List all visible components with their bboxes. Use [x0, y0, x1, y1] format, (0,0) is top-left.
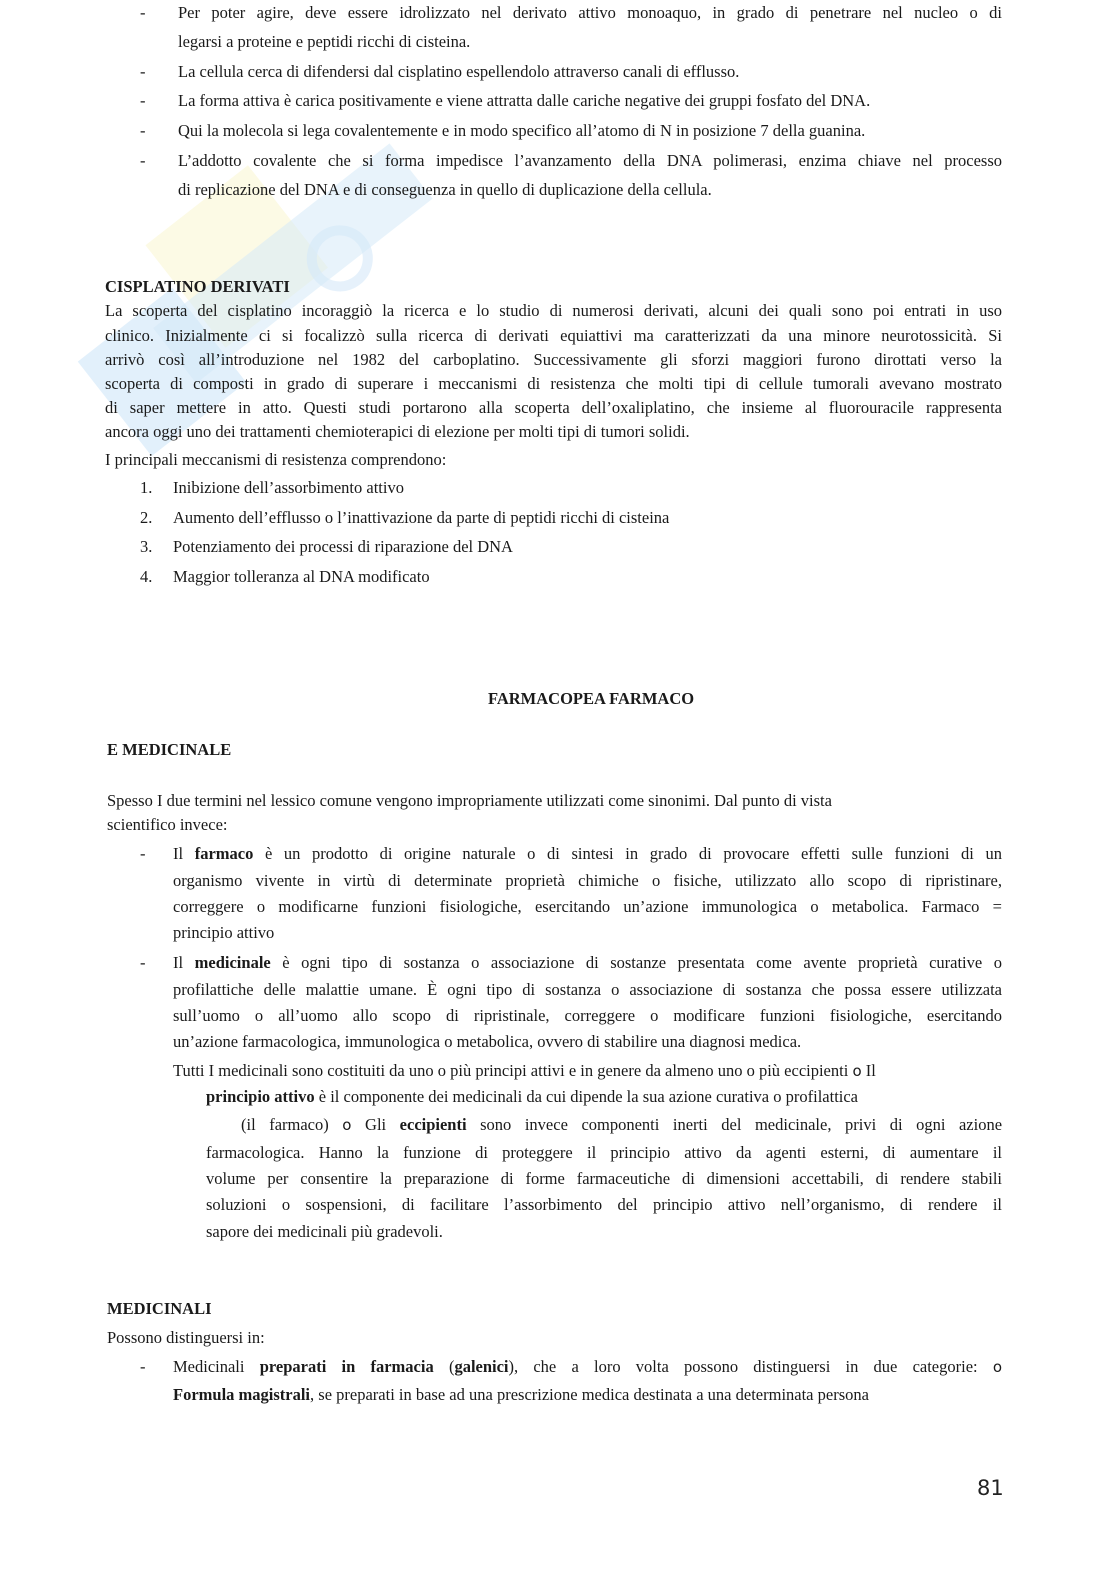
- farmaco-definition-line-1: [173, 844, 1002, 864]
- medicinali-line-2-rest: , se preparati in base ad una prescrizione medica destinata a una determinata persona: [310, 1385, 869, 1404]
- list-item: Aumento dell’efflusso o l’inattivazione da parte di peptidi ricchi di cisteina: [173, 508, 670, 527]
- intro-bullet-5-line-2: di replicazione del DNA e di conseguenza in quello di duplicazione della cellula.: [178, 180, 712, 199]
- list-number: 2.: [140, 508, 153, 527]
- intro-bullet-1-line-1: Per poter agire, deve essere idrolizzato nel derivato attivo monoaquo, in grado di penetrare nel nucleo o di: [178, 3, 1002, 22]
- medicinale-definition-line: sull’uomo o all’uomo allo scopo di ripristinale, correggere o modificare funzioni fisiologiche, esercitando: [173, 1006, 1002, 1025]
- intro-bullet-1-line-2: legarsi a proteine e peptidi ricchi di cisteina.: [178, 32, 471, 51]
- farmacopea-intro-line: Spesso I due termini nel lessico comune vengono impropriamente utilizzati come sinonimi. Dal punto di vista: [107, 791, 832, 810]
- intro-bullet-3: La forma attiva è carica positivamente e viene attratta dalle cariche negative dei gruppi fosfato del DNA.: [178, 91, 871, 110]
- il-text: Il: [865, 1061, 876, 1080]
- principio-attivo-term: principio attivo: [206, 1087, 315, 1106]
- list-number: 1.: [140, 478, 153, 497]
- page-number: 81: [977, 1476, 1004, 1500]
- cisplatino-line: ancora oggi uno dei trattamenti chemioterapici di elezione per molti tipi di tumori solidi.: [105, 422, 690, 441]
- cisplatino-line: La scoperta del cisplatino incoraggiò la ricerca e lo studio di numerosi derivati, alcuni dei quali sono poi entrati in uso: [105, 301, 1002, 320]
- medicinale-definition-line-1: [173, 953, 1002, 973]
- galenici-term: galenici: [454, 1357, 509, 1376]
- paren-open: (: [448, 1357, 455, 1376]
- list-item: Maggior tolleranza al DNA modificato: [173, 567, 430, 586]
- list-item: Potenziamento dei processi di riparazione del DNA: [173, 537, 513, 556]
- intro-bullet-5-line-1: L’addotto covalente che si forma impedisce l’avanzamento della DNA polimerasi, enzima chiave nel processo: [178, 151, 1002, 170]
- farmaco-prefix: Il: [173, 844, 184, 863]
- farmacopea-title: FARMACOPEA FARMACO: [488, 689, 695, 708]
- medicinali-line-1-pre: Medicinali: [173, 1357, 245, 1376]
- bullet-marker: -: [140, 91, 146, 110]
- farmacopea-intro-line: scientifico invece:: [107, 815, 228, 834]
- cisplatino-line: clinico. Inizialmente ci si focalizzò sulla ricerca di derivati equiattivi ma caratterizzati da una minore neurotossicità. Si: [105, 326, 1002, 345]
- bullet-marker: -: [140, 151, 146, 170]
- intro-bullet-4: Qui la molecola si lega covalentemente e in modo specifico all’atomo di N in posizione 7 della guanina.: [178, 121, 866, 140]
- farmaco-line-1-rest: è un prodotto di origine naturale o di sintesi in grado di provocare effetti sulle funzioni di un: [264, 844, 1003, 863]
- tutti-medicinali-text: Tutti I medicinali sono costituiti da uno o più principi attivi e in genere da almeno uno o più eccipienti: [173, 1061, 849, 1080]
- intro-bullet-2: La cellula cerca di difendersi dal cisplatino espellendolo attraverso canali di efflusso.: [178, 62, 740, 81]
- circle-bullet: o: [852, 1062, 862, 1080]
- circle-bullet: o: [992, 1358, 1003, 1376]
- preparati-in-farmacia-term: preparati in farmacia: [259, 1357, 434, 1376]
- medicinale-line-1-rest: è ogni tipo di sostanza o associazione di sostanze presentata come avente proprietà curative o: [282, 953, 1003, 972]
- farmaco-definition-line: organismo vivente in virtù di determinate proprietà chimiche o fisiche, utilizzato allo scopo di ripristinare,: [173, 871, 1002, 890]
- eccipienti-rest: sono invece componenti inerti del medicinale, privi di ogni azione: [480, 1115, 1003, 1134]
- cisplatino-line: arrivò così all’introduzione nel 1982 del carboplatino. Successivamente gli sforzi maggiori furono dirottati verso la: [105, 350, 1002, 369]
- medicinali-line-1: [173, 1357, 1002, 1377]
- farmaco-definition-line: principio attivo: [173, 923, 275, 942]
- list-item: Inibizione dell’assorbimento attivo: [173, 478, 404, 497]
- principio-attivo-rest: è il componente dei medicinali da cui dipende la sua azione curativa o profilattica: [318, 1087, 859, 1106]
- bullet-marker: -: [140, 62, 146, 81]
- cisplatino-line: di saper mettere in atto. Questi studi portarono alla scoperta dell’oxaliplatino, che insieme al fluorouracile rappresenta: [105, 398, 1002, 417]
- eccipienti-line: sapore dei medicinali più gradevoli.: [206, 1222, 443, 1241]
- bullet-marker: -: [140, 1357, 146, 1376]
- cisplatino-heading: CISPLATINO DERIVATI: [105, 277, 290, 296]
- circle-bullet: o: [342, 1116, 352, 1134]
- tutti-medicinali-line: [173, 1061, 876, 1081]
- eccipienti-line: volume per consentire la preparazione di forme farmaceutiche di dimensioni accettabili, di rendere stabili: [206, 1169, 1002, 1188]
- farmaco-definition-line: correggere o modificarne funzioni fisiologiche, esercitando un’azione immunologica o metabolica. Farmaco =: [173, 897, 1002, 916]
- bullet-marker: -: [140, 953, 146, 972]
- resistance-list-intro: I principali meccanismi di resistenza comprendono:: [105, 450, 447, 469]
- medicinali-intro: Possono distinguersi in:: [107, 1328, 265, 1347]
- bullet-marker: -: [140, 844, 146, 863]
- medicinale-prefix: Il: [173, 953, 184, 972]
- cisplatino-line: scoperta di composti in grado di superare i meccanismi di resistenza che molti tipi di cellule tumorali avevano mostrato: [105, 374, 1002, 393]
- medicinali-line-2: [173, 1385, 869, 1405]
- gli-text: Gli: [365, 1115, 387, 1134]
- eccipienti-term: eccipienti: [399, 1115, 467, 1134]
- medicinale-definition-line: profilattiche delle malattie umane. È ogni tipo di sostanza o associazione di sostanza che possa essere utilizzata: [173, 980, 1002, 999]
- il-farmaco-text: (il farmaco): [241, 1115, 329, 1134]
- eccipienti-line: soluzioni o sospensioni, di facilitare l’assorbimento del principio attivo nell’organismo, di rendere il: [206, 1195, 1002, 1214]
- medicinali-heading: MEDICINALI: [107, 1299, 212, 1318]
- eccipienti-line-1: [241, 1115, 1002, 1135]
- medicinale-term: medicinale: [194, 953, 271, 972]
- bullet-marker: -: [140, 121, 146, 140]
- farmaco-term: farmaco: [194, 844, 254, 863]
- medicinale-definition-line: un’azione farmacologica, immunologica o metabolica, ovvero di stabilire una diagnosi medica.: [173, 1032, 802, 1051]
- principio-attivo-line: [206, 1087, 858, 1107]
- bullet-marker: -: [140, 3, 146, 22]
- list-number: 3.: [140, 537, 153, 556]
- farmacopea-subtitle: E MEDICINALE: [107, 740, 232, 759]
- list-number: 4.: [140, 567, 153, 586]
- eccipienti-line: farmacologica. Hanno la funzione di proteggere il principio attivo da agenti esterni, di aumentare il: [206, 1143, 1002, 1162]
- formula-magistrali-term: Formula magistrali: [173, 1385, 311, 1404]
- medicinali-line-1-rest: ), che a loro volta possono distinguersi in due categorie:: [508, 1357, 978, 1376]
